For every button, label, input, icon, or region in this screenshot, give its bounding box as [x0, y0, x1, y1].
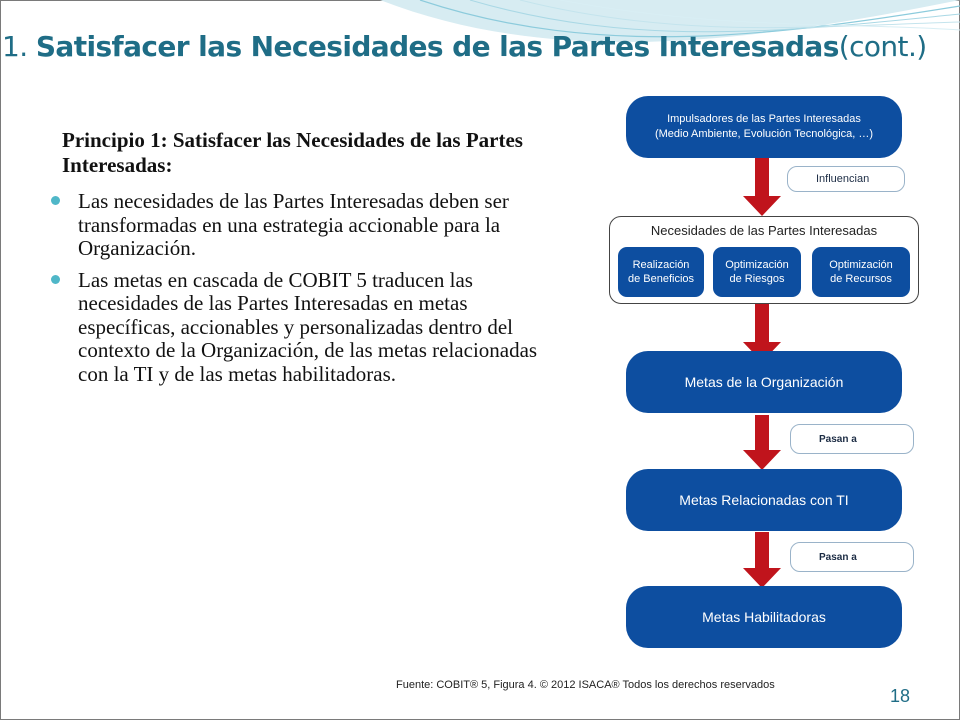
page-number: 18	[890, 686, 911, 706]
bullet-text: Las necesidades de las Partes Interesadas deben ser transformadas en una estrategia accionable para la Organización.	[78, 189, 509, 260]
title-bold: Satisfacer las Necesidades de las Partes Interesadas	[35, 30, 839, 63]
drivers-line1: Impulsadores de las Partes Interesadas	[667, 113, 861, 125]
bullet-list	[62, 190, 542, 386]
bullet-text: Las metas en cascada de COBIT 5 traducen las necesidades de las Partes Interesadas en metas específicas, accionables y personalizadas dentro del contexto de la Organización, de las metas relacionadas con la TI y de las metas habilitadoras.	[78, 267, 538, 386]
need-risk-optimisation: Optimización de Riesgos	[713, 247, 801, 297]
pasan-a-label-1: Pasan a	[790, 424, 914, 454]
stakeholder-drivers-box	[626, 96, 902, 158]
need-resource-optimisation: Optimización de Recursos	[812, 247, 910, 297]
stakeholder-needs-box	[609, 216, 919, 304]
bullet-item	[62, 269, 542, 387]
source-footer	[362, 671, 882, 699]
drivers-line2: (Medio Ambiente, Evolución Tecnológica, …)	[654, 128, 874, 140]
page-title	[2, 30, 927, 63]
influencian-label: Influencian	[787, 166, 905, 192]
needs-title: Necesidades de las Partes Interesadas	[650, 223, 878, 238]
need-benefits-realisation: Realización de Beneficios	[618, 247, 704, 297]
principle-text-block	[62, 128, 542, 394]
title-suffix: (cont.)	[838, 30, 927, 63]
source-text: Fuente: COBIT® 5, Figura 4. © 2012 ISACA® Todos los derechos reservados	[396, 679, 775, 691]
enabler-goals-box: Metas Habilitadoras	[626, 586, 902, 648]
org-goals-box: Metas de la Organización	[626, 351, 902, 413]
principle-heading: Principio 1: Satisfacer las Necesidades de las Partes Interesadas:	[62, 128, 523, 177]
bullet-icon	[51, 275, 60, 284]
it-goals-box: Metas Relacionadas con TI	[626, 469, 902, 531]
pasan-a-label-2: Pasan a	[790, 542, 914, 572]
bullet-item	[62, 190, 542, 261]
bullet-icon	[51, 196, 60, 205]
goals-cascade-diagram	[600, 92, 920, 652]
title-number: 1.	[2, 30, 28, 63]
